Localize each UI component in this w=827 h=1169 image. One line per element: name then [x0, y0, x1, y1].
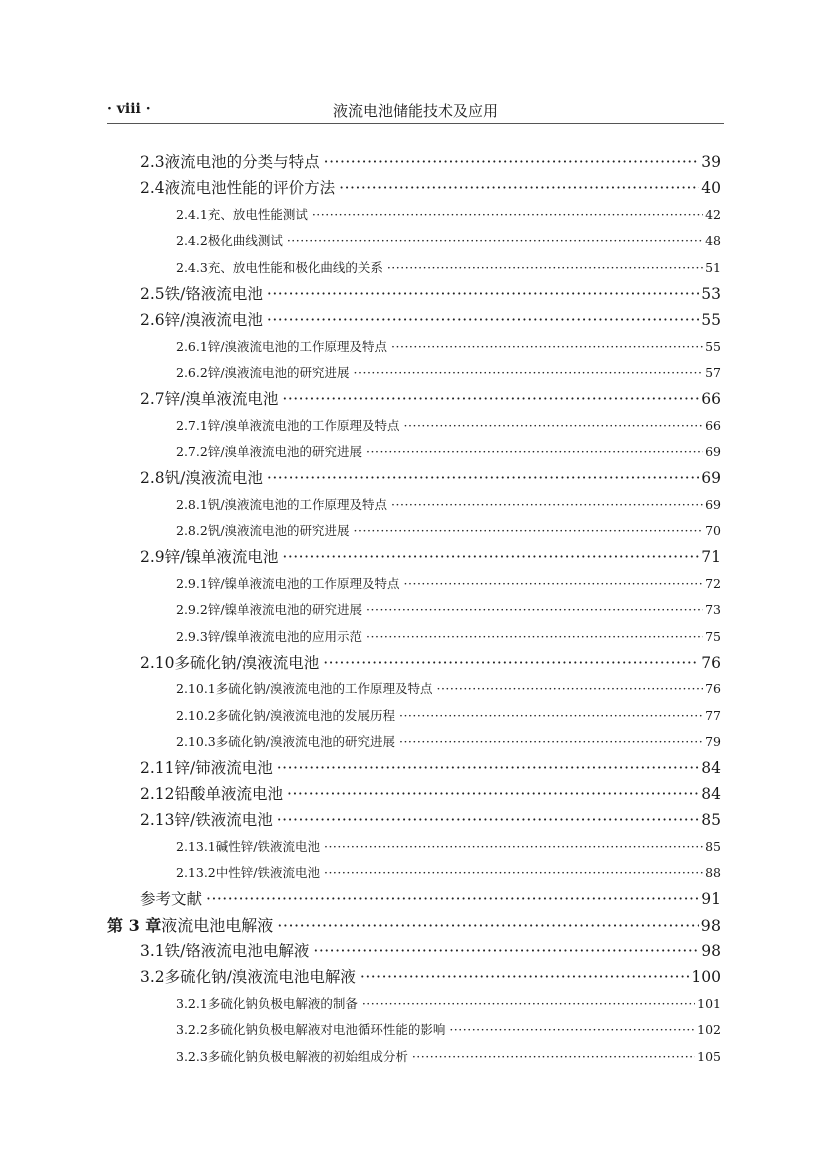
toc-subentry[interactable]: 2.8.1 钒/溴液流电池的工作原理及特点 ····· 69: [176, 495, 721, 513]
toc-subentry[interactable]: 2.7.2 锌/溴单液流电池的研究进展 ····· 69: [176, 442, 721, 460]
toc-entry[interactable]: 2.12 铅酸单液流电池 ····· 84: [140, 782, 721, 804]
toc-subentry[interactable]: 2.13.1 碱性锌/铁液流电池 ····· 85: [176, 837, 721, 855]
toc-subentry[interactable]: 2.9.3 锌/镍单液流电池的应用示范 ····· 75: [176, 627, 721, 645]
toc-subentry[interactable]: 3.2.2 多硫化钠负极电解液对电池循环性能的影响 ····· 102: [176, 1020, 721, 1038]
toc-entry[interactable]: 2.13 锌/铁液流电池 ····· 85: [140, 808, 721, 830]
toc-entry[interactable]: 2.9 锌/镍单液流电池 ····· 71: [140, 545, 721, 567]
toc-subentry[interactable]: 2.10.1 多硫化钠/溴液流电池的工作原理及特点 ····· 76: [176, 679, 721, 697]
toc-subentry[interactable]: 2.4.2 极化曲线测试 ····· 48: [176, 231, 721, 249]
toc-chapter[interactable]: 第 3 章 液流电池电解液 ····· 98: [107, 913, 721, 936]
toc-subentry[interactable]: 2.10.2 多硫化钠/溴液流电池的发展历程 ····· 77: [176, 706, 721, 724]
page-number-label: · viii ·: [107, 101, 151, 117]
toc-entry[interactable]: 2.11 锌/铈液流电池 ····· 84: [140, 756, 721, 778]
toc-references[interactable]: 参考文献 ····· 91: [140, 887, 721, 909]
toc-subentry[interactable]: 2.13.2 中性锌/铁液流电池 ····· 88: [176, 863, 721, 881]
running-header: [107, 99, 724, 124]
toc-subentry[interactable]: 3.2.1 多硫化钠负极电解液的制备 ····· 101: [176, 994, 721, 1012]
toc-entry[interactable]: 3.2 多硫化钠/溴液流电池电解液 ····· 100: [140, 965, 721, 987]
toc-subentry[interactable]: 2.6.1 锌/溴液流电池的工作原理及特点 ····· 55: [176, 337, 721, 355]
toc-subentry[interactable]: 3.2.3 多硫化钠负极电解液的初始组成分析 ····· 105: [176, 1047, 721, 1065]
toc-subentry[interactable]: 2.6.2 锌/溴液流电池的研究进展 ····· 57: [176, 363, 721, 381]
toc-entry[interactable]: 2.3 液流电池的分类与特点 ····· 39: [140, 150, 721, 172]
toc-entry[interactable]: 2.6 锌/溴液流电池 ····· 55: [140, 308, 721, 330]
toc-subentry[interactable]: 2.9.1 锌/镍单液流电池的工作原理及特点 ····· 72: [176, 574, 721, 592]
toc-entry[interactable]: 2.7 锌/溴单液流电池 ····· 66: [140, 387, 721, 409]
toc-entry[interactable]: 2.10 多硫化钠/溴液流电池 ····· 76: [140, 651, 721, 673]
toc-subentry[interactable]: 2.9.2 锌/镍单液流电池的研究进展 ····· 73: [176, 600, 721, 618]
toc-subentry[interactable]: 2.4.1 充、放电性能测试 ····· 42: [176, 205, 721, 223]
toc-subentry[interactable]: 2.10.3 多硫化钠/溴液流电池的研究进展 ····· 79: [176, 732, 721, 750]
book-title: 液流电池储能技术及应用: [332, 102, 498, 120]
toc-entry[interactable]: 2.8 钒/溴液流电池 ····· 69: [140, 466, 721, 488]
toc-subentry[interactable]: 2.4.3 充、放电性能和极化曲线的关系 ····· 51: [176, 258, 721, 276]
toc-entry[interactable]: 2.4 液流电池性能的评价方法 ····· 40: [140, 176, 721, 198]
toc-subentry[interactable]: 2.8.2 钒/溴液流电池的研究进展 ····· 70: [176, 521, 721, 539]
toc-subentry[interactable]: 2.7.1 锌/溴单液流电池的工作原理及特点 ····· 66: [176, 416, 721, 434]
toc-entry[interactable]: 2.5 铁/铬液流电池 ····· 53: [140, 282, 721, 304]
toc-entry[interactable]: 3.1 铁/铬液流电池电解液 ····· 98: [140, 939, 721, 961]
